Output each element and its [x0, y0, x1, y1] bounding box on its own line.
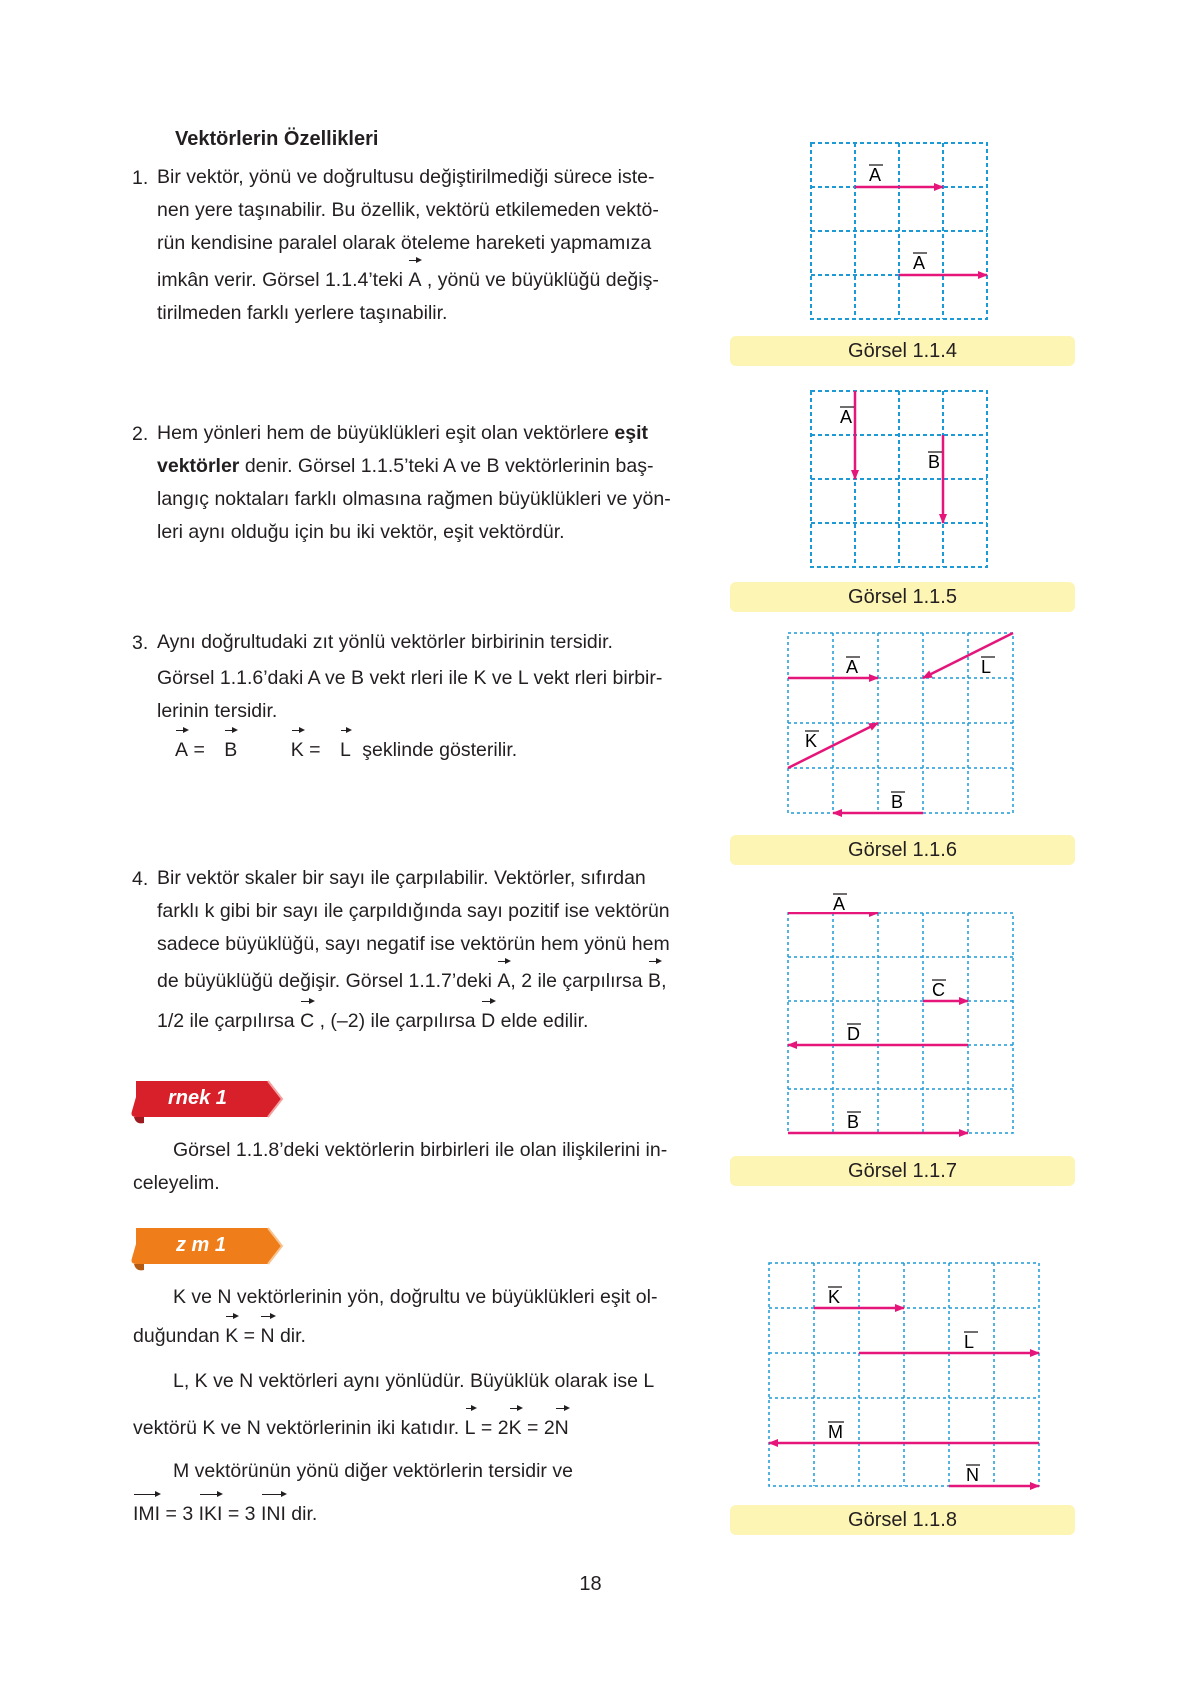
- vector-symbol: A: [175, 730, 188, 767]
- figure-1-1-6: [787, 632, 1017, 822]
- text-segment: denir. Görsel 1.1.5’teki A ve B vektörlerinin baş-: [244, 455, 654, 477]
- grid: [811, 143, 987, 319]
- vector-b-label: B: [847, 1112, 860, 1132]
- vector-symbol: D: [481, 1001, 495, 1038]
- text-line: [157, 730, 717, 767]
- vector-symbol: K: [509, 1408, 522, 1445]
- vector-symbol: A: [497, 961, 510, 998]
- vector-symbol: N: [555, 1408, 569, 1445]
- text-line: Görsel 1.1.6’daki A ve B vekt rleri ile K ve L vekt rleri birbir-: [157, 667, 663, 689]
- text-line: [157, 961, 699, 998]
- text-segment: vektörü K ve N vektörlerinin iki katıdır.: [133, 1417, 460, 1439]
- item-number: 1.: [132, 167, 149, 189]
- grid: [788, 633, 1013, 813]
- item-4-text: [157, 862, 699, 1038]
- text-line: [133, 1316, 699, 1353]
- figure-1-1-7: [787, 912, 1017, 1137]
- grid: [788, 913, 1013, 1133]
- vector-symbol: L: [465, 1408, 476, 1445]
- figure-caption: Görsel 1.1.7: [730, 1156, 1075, 1186]
- figure-caption: Görsel 1.1.4: [730, 336, 1075, 366]
- vector-b-label: B: [891, 792, 904, 812]
- text-line: celeyelim.: [133, 1172, 220, 1194]
- text-line: sadece büyüklüğü, sayı negatif ise vektörün hem yönü hem: [157, 933, 670, 955]
- vector-d-label: D: [847, 1024, 860, 1044]
- text-line: [157, 260, 699, 297]
- text-segment: , yönü ve büyüklüğü değiş-: [426, 269, 659, 291]
- text-line: L, K ve N vektörleri aynı yönlüdür. Büyüklük olarak ise L: [173, 1370, 655, 1392]
- vector-symbol: N: [260, 1316, 274, 1353]
- text-line: [157, 417, 699, 450]
- text-segment: imkân verir. Görsel 1.1.4’teki: [157, 269, 404, 291]
- text-segment: elde edilir.: [500, 1010, 589, 1032]
- text-line: [133, 1408, 699, 1445]
- text-segment: =: [243, 1325, 256, 1347]
- vector-symbol: K: [225, 1316, 238, 1353]
- vector-symbol: L: [340, 730, 351, 767]
- page-number: 18: [579, 1573, 602, 1595]
- text-line: Bir vektör, yönü ve doğrultusu değiştirilmediği sürece iste-: [157, 166, 655, 188]
- vector-k-label: K: [805, 731, 818, 751]
- text-segment: dir.: [279, 1325, 306, 1347]
- figure-caption: Görsel 1.1.8: [730, 1505, 1075, 1535]
- text-segment: Hem yönleri hem de büyüklükleri eşit olan vektörlere: [157, 422, 609, 444]
- example-banner-label: rnek 1: [168, 1087, 227, 1109]
- item-3-text: [157, 626, 717, 767]
- grid: [769, 1263, 1039, 1486]
- vector-symbol: K: [291, 730, 304, 767]
- figure-1-1-8: [768, 1262, 1043, 1492]
- text-segment: = 3: [227, 1503, 256, 1525]
- text-segment: de büyüklüğü değişir. Görsel 1.1.7’deki: [157, 970, 492, 992]
- vector-a-label: A: [833, 894, 846, 914]
- text-segment: , (–2) ile çarpılırsa: [319, 1010, 476, 1032]
- vector-c-label: C: [932, 980, 945, 1000]
- text-line: [157, 1001, 699, 1038]
- grid: [811, 391, 987, 567]
- text-segment: dir.: [291, 1503, 318, 1525]
- text-segment: duğundan: [133, 1325, 220, 1347]
- vector-a-label: A: [840, 407, 853, 427]
- text-line: tirilmeden farklı yerlere taşınabilir.: [157, 302, 448, 324]
- bold-term: eşit: [614, 422, 648, 444]
- text-line: [133, 1494, 699, 1531]
- vector-symbol: IKI: [199, 1494, 223, 1531]
- vector-symbol: IMI: [133, 1494, 160, 1531]
- vector-a-label: A: [846, 657, 859, 677]
- text-segment: 1/2 ile çarpılırsa: [157, 1010, 295, 1032]
- bold-term: vektörler: [157, 455, 240, 477]
- vector-k-label: K: [828, 1287, 841, 1307]
- vector-b-label: B: [928, 452, 941, 472]
- item-2-text: [157, 417, 699, 549]
- text-line: farklı k gibi bir sayı ile çarpıldığında sayı pozitif ise vektörün: [157, 900, 670, 922]
- item-number: 3.: [132, 632, 149, 654]
- text-line: Aynı doğrultudaki zıt yönlü vektörler birbirinin tersidir.: [157, 631, 613, 653]
- text-line: lerinin tersidir.: [157, 700, 278, 722]
- figure-1-1-5: [810, 390, 995, 570]
- vector-symbol: INI: [261, 1494, 286, 1531]
- text-segment: ,: [661, 970, 667, 992]
- vector-a-label: A: [869, 165, 882, 185]
- vector-m-label: M: [828, 1422, 843, 1442]
- figure-1-1-4: [810, 142, 995, 324]
- text-segment: şeklinde gösterilir.: [362, 739, 518, 761]
- text-segment: = 3: [165, 1503, 194, 1525]
- text-line: nen yere taşınabilir. Bu özellik, vektörü etkilemeden vektö-: [157, 199, 659, 221]
- vector-symbol: B: [648, 961, 661, 998]
- text-segment: =: [193, 739, 205, 761]
- vector-l-label: L: [964, 1332, 975, 1352]
- text-line: [157, 450, 699, 483]
- text-line: langıç noktaları farklı olmasına rağmen büyüklükleri ve yön-: [157, 488, 671, 510]
- vector-symbol: B: [224, 730, 237, 767]
- text-segment: = 2: [480, 1417, 509, 1439]
- vector-symbol: C: [300, 1001, 314, 1038]
- item-1-text: [157, 161, 699, 330]
- section-heading: Vektörlerin Özellikleri: [175, 128, 379, 150]
- vector-symbol: A: [408, 260, 421, 297]
- figure-caption: Görsel 1.1.5: [730, 582, 1075, 612]
- text-segment: , 2 ile çarpılırsa: [510, 970, 643, 992]
- text-line: rün kendisine paralel olarak öteleme hareketi yapmamıza: [157, 232, 652, 254]
- figure-caption: Görsel 1.1.6: [730, 835, 1075, 865]
- text-line: Görsel 1.1.8’deki vektörlerin birbirleri ile olan ilişkilerini in-: [173, 1139, 668, 1161]
- item-number: 2.: [132, 423, 149, 445]
- vector-n-label: N: [966, 1465, 979, 1485]
- vector-l-label: L: [981, 657, 992, 677]
- text-segment: = 2: [527, 1417, 555, 1439]
- vector-a-label: A: [913, 253, 926, 273]
- solution-banner-label: z m 1: [176, 1234, 227, 1256]
- text-segment: =: [309, 739, 321, 761]
- text-line: M vektörünün yönü diğer vektörlerin tersidir ve: [173, 1460, 573, 1482]
- item-number: 4.: [132, 868, 149, 890]
- text-line: leri aynı olduğu için bu iki vektör, eşit vektördür.: [157, 521, 565, 543]
- solution-text: [133, 1281, 699, 1531]
- figure-1-1-7-a-label: [830, 888, 860, 914]
- text-line: Bir vektör skaler bir sayı ile çarpılabilir. Vektörler, sıfırdan: [157, 867, 646, 889]
- text-line: K ve N vektörlerinin yön, doğrultu ve büyüklükleri eşit ol-: [173, 1286, 658, 1308]
- example-text: [133, 1134, 699, 1200]
